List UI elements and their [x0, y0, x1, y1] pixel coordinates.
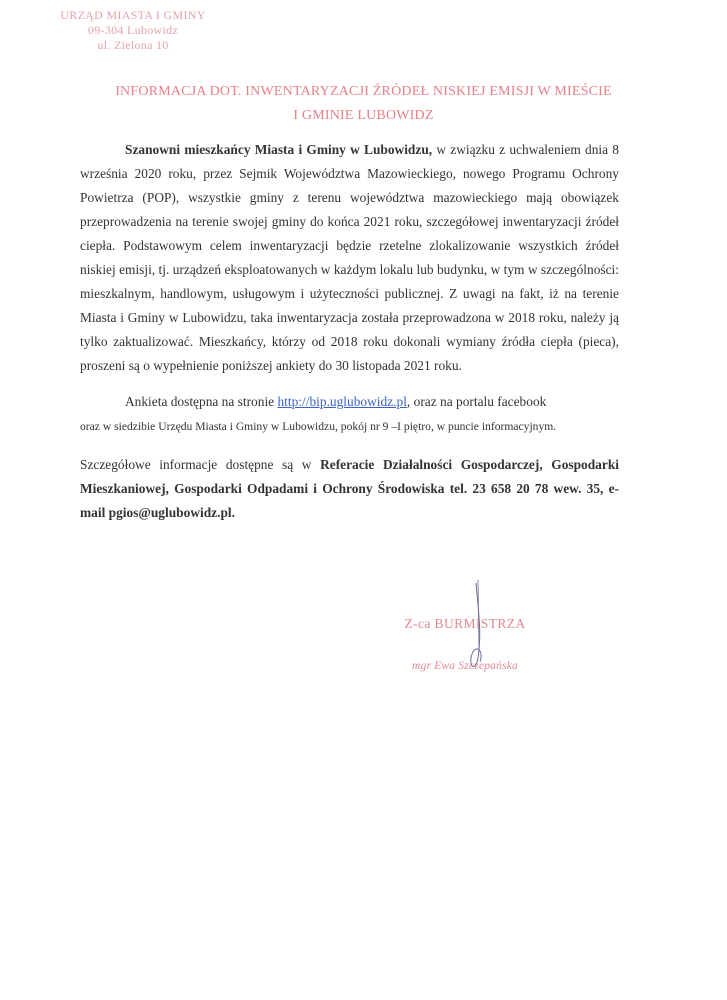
survey-location-text: oraz w siedzibie Urzędu Miasta i Gminy w Lubowidzu, pokój nr 9 –I piętro, w puncie informacyjnym. — [80, 420, 557, 433]
office-stamp — [58, 8, 208, 53]
stamp-line-office: URZĄD MIASTA I GMINY — [60, 8, 206, 22]
paragraph-survey — [80, 390, 619, 439]
stamp-line-postcode: 09-304 Lubowidz — [87, 23, 179, 37]
survey-text-before-link: Ankieta dostępna na stronie — [125, 394, 278, 409]
signature-name: mgr Ewa Szczepańska — [411, 660, 518, 672]
document-body — [80, 138, 619, 525]
stamp-line-street: ul. Zielona 10 — [97, 38, 169, 52]
bip-link[interactable]: http://bip.uglubowidz.pl — [277, 394, 407, 409]
document-title — [60, 80, 667, 128]
paragraph-contact — [80, 453, 619, 525]
paragraph-intro-text: w związku z uchwaleniem dnia 8 września 2020 roku, przez Sejmik Województwa Mazowieckiego, nowego Programu Ochrony Powietrza (POP), wszystkie gminy z terenu województwa mazowieckiego mają obowiązek przeprowadzenia na terenie swojej gminy do końca 2021 roku, szczegółowej inwentaryzacji źródeł ciepła. Podstawowym celem inwentaryzacji będzie rzetelne zlokalizowanie wszystkich źródeł niskiej emisji, tj. urządzeń eksploatowanych w każdym lokalu lub budynku, w tym w szczególności: mieszkalnym, handlowym, usługowym i użyteczności publicznej. Z uwagi na fakt, iż na terenie Miasta i Gminy w Lubowidzu, taka inwentaryzacja została przeprowadzona w 2018 roku, należy ją tylko zaktualizować. Mieszkańcy, którzy od 2018 roku dokonali wymiany źródła ciepła (pieca), proszeni są o wypełnienie poniższej ankiety do 30 listopada 2021 roku. — [80, 142, 619, 373]
paragraph-intro-lead: Szanowni mieszkańcy Miasta i Gminy w Lubowidzu, — [125, 142, 433, 157]
survey-text-after-link: , oraz na portalu facebook — [406, 394, 547, 409]
signature-role: Z-ca BURMISTRZA — [404, 616, 526, 631]
contact-details: Referacie Działalności Gospodarczej, Gospodarki Mieszkaniowej, Gospodarki Odpadami i Ochrony Środowiska tel. 23 658 20 78 wew. 35, e-mail pgios@uglubowidz.pl. — [80, 457, 619, 520]
signature-block — [360, 616, 570, 672]
contact-intro: Szczegółowe informacje dostępne są w — [80, 457, 321, 472]
title-line-2: I GMINIE LUBOWIDZ — [293, 108, 434, 123]
title-line-1: INFORMACJA DOT. INWENTARYZACJI ŹRÓDEŁ NISKIEJ EMISJI W MIEŚCIE — [115, 84, 612, 99]
paragraph-intro — [80, 138, 619, 378]
